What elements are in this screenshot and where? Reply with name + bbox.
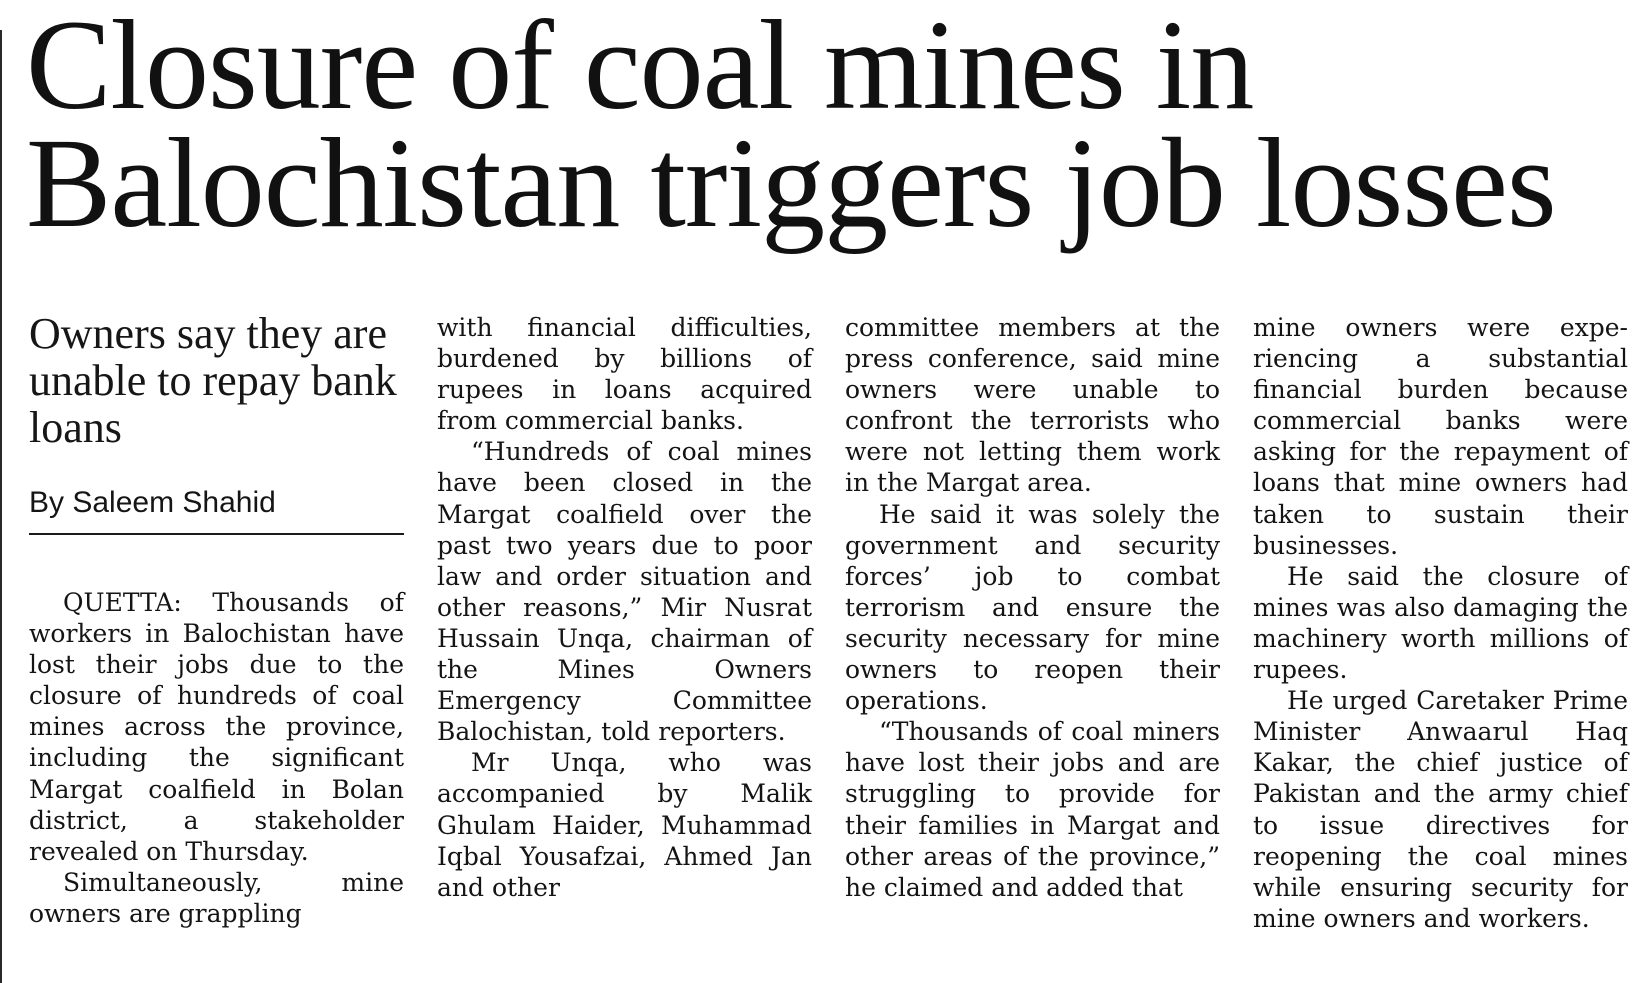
column-1-body: [29, 587, 404, 929]
column-4: [1253, 312, 1628, 934]
paragraph: He urged Caretaker Prime Minister Anwaarul Haq Kakar, the chief justice of Pakistan and the army chief to issue directives for reopening the coal mines while ensuring security for mine owners and workers.: [1253, 686, 1628, 933]
paragraph: QUETTA: Thousands of workers in Balochistan have lost their jobs due to the closure of hundreds of coal mines across the province, including the significant Margat coalfield in Bolan district, a stakeholder revealed on Thursday.: [29, 588, 404, 866]
paragraph: Simultaneously, mine owners are grappling: [29, 867, 404, 928]
paragraph: “Thousands of coal miners have lost their jobs and are struggling to provide for their families in Margat and other areas of the province,” he claimed and added that: [845, 717, 1220, 902]
paragraph: “Hundreds of coal mines have been closed in the Margat coalfield over the past two years due to poor law and order situation and other reasons,” Mir Nusrat Hussain Unqa, chairman of the Mines Owners Emergency Committee Balochistan, told reporters.: [437, 437, 812, 747]
left-column-rule: [0, 30, 2, 983]
paragraph: mine owners were experiencing a substantial financial burden because commercial banks were asking for the repayment of loans that mine owners had taken to sustain their businesses.: [1253, 313, 1628, 560]
column-1: [29, 310, 404, 929]
paragraph: He said it was solely the government and security forces’ job to combat terrorism and ensure the security necessary for mine owners to reopen their operations.: [845, 499, 1220, 716]
column-3: [845, 312, 1220, 903]
byline: By Saleem Shahid: [29, 485, 404, 535]
paragraph: with financial difficulties, burdened by billions of rupees in loans acquired from commercial banks.: [437, 313, 812, 436]
paragraph: committee members at the press conference, said mine owners were unable to confront the terrorists who were not letting them work in the Margat area.: [845, 313, 1220, 498]
headline-line-1: Closure of coal mines in: [26, 0, 1254, 136]
subheadline: Owners say they are unable to repay bank loans: [29, 309, 397, 452]
paragraph: He said the closure of mines was also damaging the machinery worth millions of rupees.: [1253, 561, 1628, 685]
paragraph: Mr Unqa, who was accompanied by Malik Ghulam Haider, Muhammad Iqbal Yousafzai, Ahmed Jan and other: [437, 748, 812, 902]
headline-line-2: Balochistan triggers job losses: [26, 112, 1556, 254]
headline: [26, 0, 1636, 254]
column-2: [437, 312, 812, 903]
